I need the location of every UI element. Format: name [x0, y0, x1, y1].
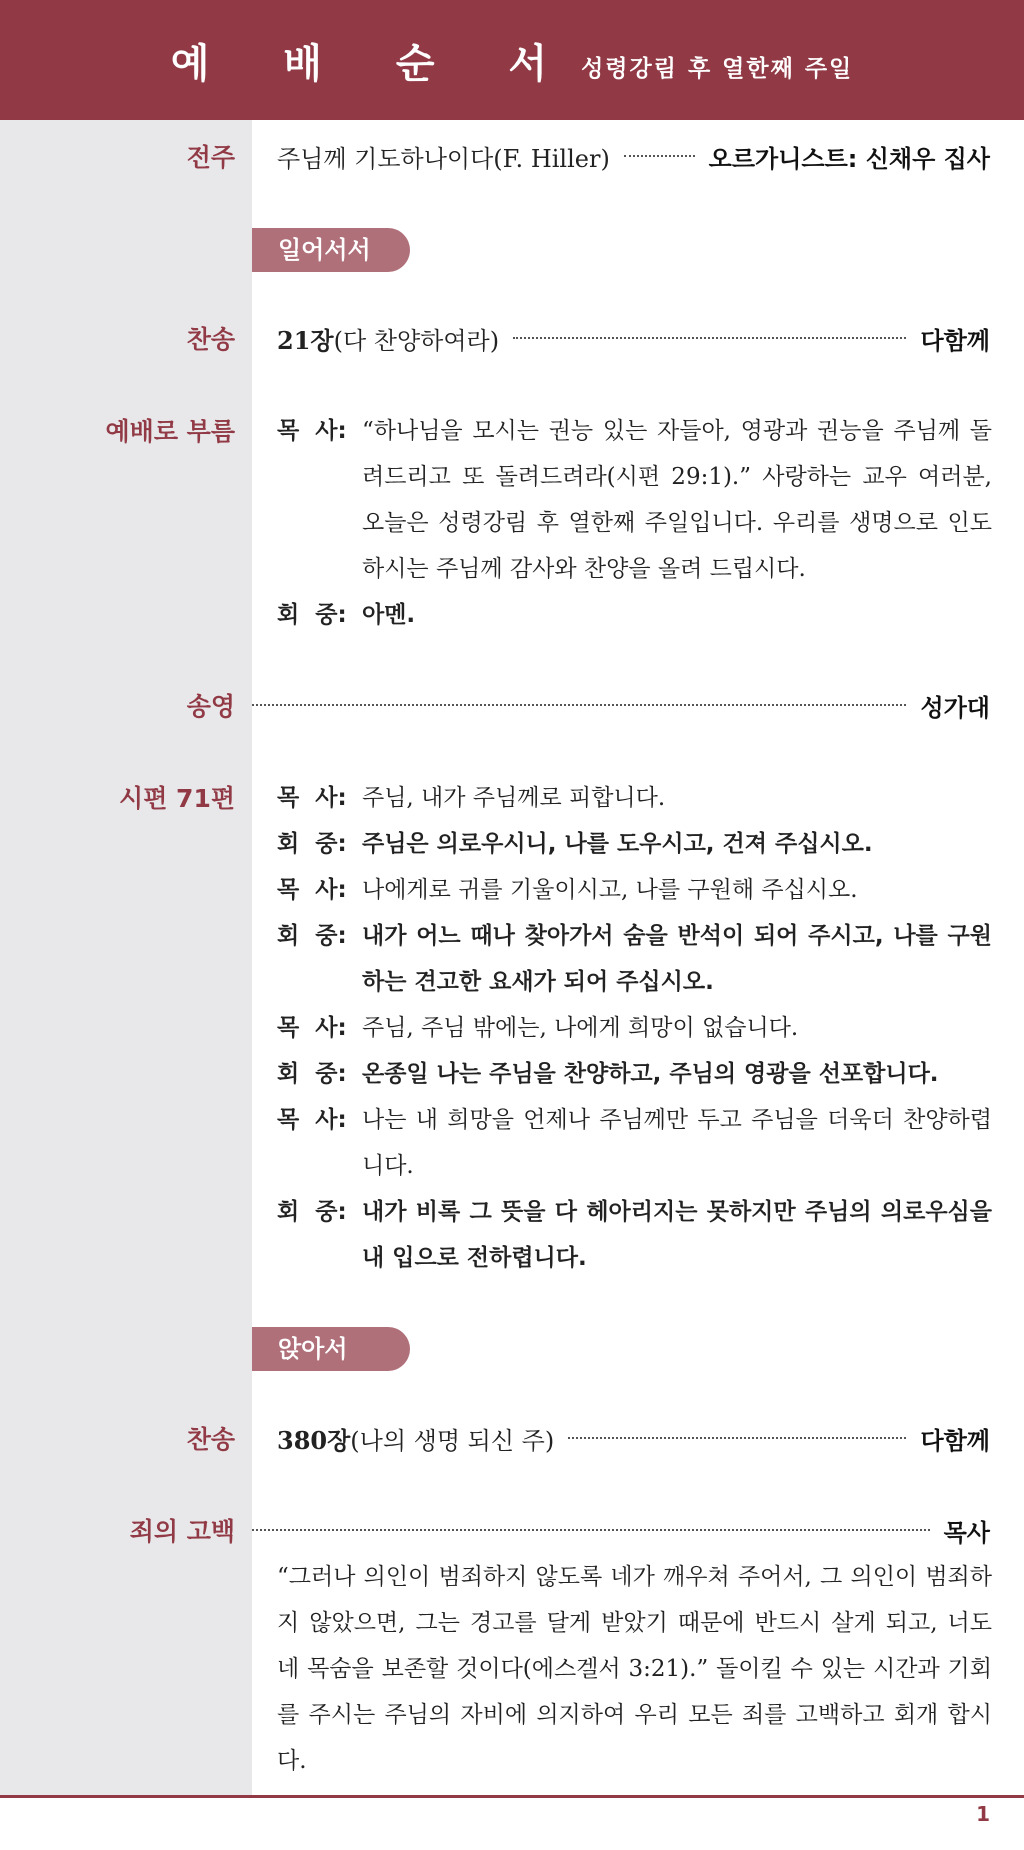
speaker-label: 회 중:: [277, 602, 347, 628]
speaker-label: 회 중:: [277, 831, 347, 857]
hymn-title: (나의 생명 되신 주): [350, 1426, 555, 1455]
anthem-who: 성가대: [920, 693, 990, 722]
speaker-label: 목 사:: [277, 1015, 347, 1041]
hymn-info: [277, 1421, 554, 1456]
page-number: 1: [976, 1802, 990, 1826]
dialogue-line: [277, 592, 992, 638]
stand-up-badge: 일어서서: [252, 228, 410, 272]
prelude-row: [277, 138, 990, 174]
section-label-prelude: 전주: [186, 143, 235, 172]
dotted-leader: [252, 1529, 930, 1531]
dialogue-line: [277, 1005, 992, 1051]
dialogue-line: [277, 867, 992, 913]
dialogue-line: [277, 821, 992, 867]
dialogue-text: 내가 비록 그 뜻을 다 헤아리지는 못하지만 주님의 의로우심을 내 입으로 전하렵니다.: [362, 1199, 992, 1271]
dialogue-text: 온종일 나는 주님을 찬양하고, 주님의 영광을 선포합니다.: [362, 1061, 939, 1087]
hymn-row: [277, 320, 990, 356]
dotted-leader: [568, 1437, 906, 1439]
confession-who: 목사: [943, 1518, 990, 1547]
speaker-label: 목 사:: [277, 418, 347, 444]
hymn-title: (다 찬양하여라): [333, 326, 500, 355]
speaker-label: 목 사:: [277, 785, 347, 811]
dialogue-text: 주님, 주님 밖에는, 나에게 희망이 없습니다.: [362, 1015, 799, 1041]
dialogue-line: [277, 1189, 992, 1281]
anthem-row: [252, 687, 990, 723]
dialogue-line: [277, 1097, 992, 1189]
section-label-hymn: 찬송: [186, 1425, 235, 1454]
footer-divider: [0, 1795, 1024, 1798]
confession-text: “그러나 의인이 범죄하지 않도록 네가 깨우쳐 주어서, 그 의인이 범죄하지 않았으면, 그는 경고를 달게 받았기 때문에 반드시 살게 되고, 너도 네 목숨을 보존할 것이다(에스겔서 3:21).” 돌이킬 수 있는 시간과 기회를 주시는 주님의 자비에 의지하여 우리 모든 죄를 고백하고 회개 합시다.: [277, 1564, 992, 1774]
section-label-call-to-worship: 예배로 부름: [105, 417, 235, 446]
dialogue-text: 주님은 의로우시니, 나를 도우시고, 건져 주십시오.: [362, 831, 873, 857]
prelude-performer: 오르가니스트: 신채우 집사: [708, 144, 990, 173]
dialogue-text: 아멘.: [362, 602, 416, 628]
dialogue-text: 나는 내 희망을 언제나 주님께만 두고 주님을 더욱더 찬양하렵니다.: [362, 1107, 992, 1179]
page-subtitle: 성령강림 후 열한째 주일: [581, 55, 854, 82]
dotted-leader: [252, 704, 906, 706]
dialogue-line: [277, 775, 992, 821]
confession-row: [252, 1512, 990, 1548]
dialogue-line: [277, 408, 992, 592]
speaker-label: 목 사:: [277, 1107, 347, 1133]
hymn-row: [277, 1420, 990, 1456]
hymn-who: 다함께: [920, 1426, 990, 1455]
section-label-anthem: 송영: [186, 692, 235, 721]
dialogue-text: 주님, 내가 주님께로 피합니다.: [362, 785, 666, 811]
hymn-who: 다함께: [920, 326, 990, 355]
hymn-number: 21장: [277, 325, 334, 355]
prelude-title: 주님께 기도하나이다(F. Hiller): [277, 144, 610, 173]
speaker-label: 회 중:: [277, 1199, 347, 1225]
speaker-label: 회 중:: [277, 1061, 347, 1087]
dialogue-line: [277, 1051, 992, 1097]
section-label-confession: 죄의 고백: [129, 1517, 235, 1546]
section-label-psalm: 시편 71편: [119, 784, 235, 813]
dialogue-text: 내가 어느 때나 찾아가서 숨을 반석이 되어 주시고, 나를 구원하는 견고한 요새가 되어 주십시오.: [362, 923, 992, 995]
dialogue-text: 나에게로 귀를 기울이시고, 나를 구원해 주십시오.: [362, 877, 858, 903]
sit-down-badge: 앉아서: [252, 1327, 410, 1371]
dialogue-line: [277, 913, 992, 1005]
dialogue-text: “하나님을 모시는 권능 있는 자들아, 영광과 권능을 주님께 돌려드리고 또 돌려드려라(시편 29:1).” 사랑하는 교우 여러분, 오늘은 성령강림 후 열한째 주일입니다. 우리를 생명으로 인도하시는 주님께 감사와 찬양을 올려 드립시다.: [362, 418, 992, 582]
page-title: 예 배 순 서: [170, 40, 578, 87]
page-header: [0, 0, 1024, 120]
speaker-label: 회 중:: [277, 923, 347, 949]
section-label-hymn: 찬송: [186, 325, 235, 354]
hymn-number: 380장: [277, 1425, 351, 1455]
dotted-leader: [513, 337, 906, 339]
dotted-leader: [624, 155, 695, 157]
hymn-info: [277, 321, 499, 356]
speaker-label: 목 사:: [277, 877, 347, 903]
